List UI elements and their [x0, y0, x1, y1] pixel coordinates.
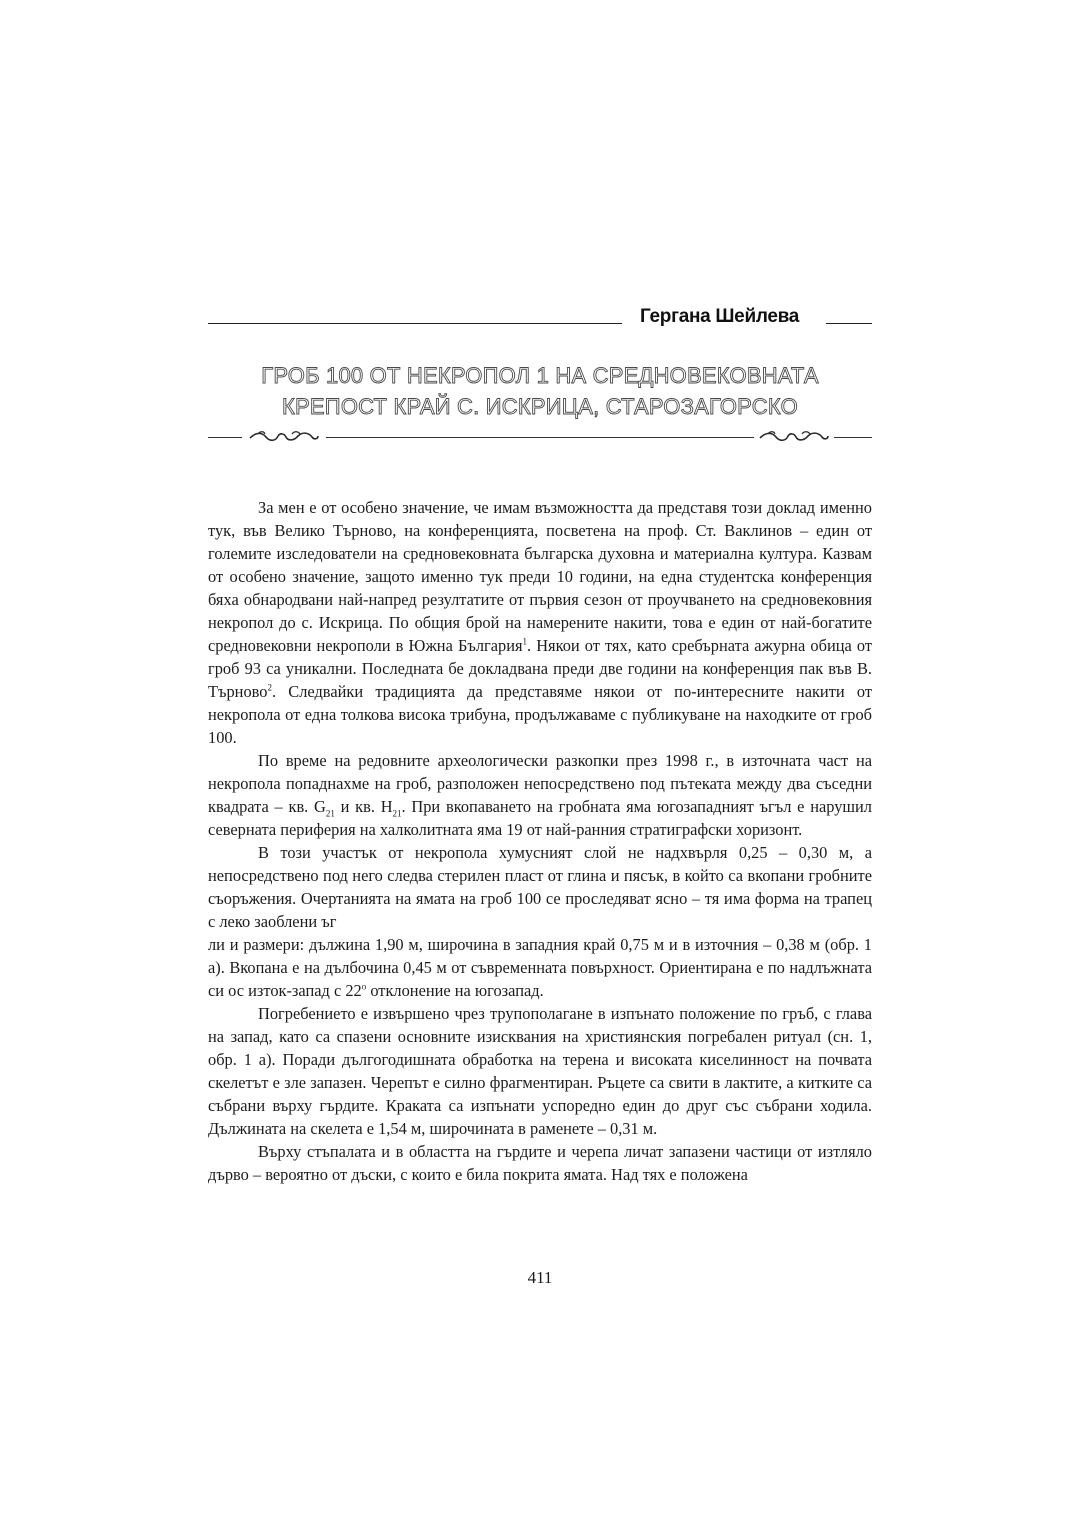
title-line-1: ГРОБ 100 ОТ НЕКРОПОЛ 1 НА СРЕДНОВЕКОВНАТА	[261, 363, 819, 388]
paragraph-4-text-b: отклонение на югозапад.	[366, 981, 544, 1000]
paragraph-1-text-c: . Следвайки традицията да представяме някои от по-интересните накити от некропола от една толкова висока трибуна, продължаваме с публикуване на находките от гроб 100.	[208, 682, 872, 747]
paragraph-1-text-a: За мен е от особено значение, че имам възможността да представя този доклад именно тук, във Велико Търново, на конференцията, посветена на проф. Ст. Ваклинов – един от големите изследователи на средновековната българска духовна и материална култура. Казвам от особено значение, защото именно тук преди 10 години, на една студентска конференция бяха обнародвани най-напред резултатите от първия сезон от проучването на средновековния некропол до с. Искрица. По общия брой на намерените накити, това е един от най-богатите средновековни некрополи в Южна България	[208, 498, 872, 655]
degree-mark: о	[361, 981, 367, 992]
ornament-rule-right	[834, 437, 872, 438]
paragraph-2-text-a: По време на редовните археологически разкопки през 1998 г., в източната част на некропола попаднахме на гроб, разположен непосредствено под пътеката между два съседни квадрата – кв. G	[208, 751, 872, 816]
ornament-rule-middle	[326, 437, 754, 438]
paragraph-1	[208, 496, 872, 749]
article-title	[208, 360, 872, 422]
paragraph-1-text-b: . Някои от тях, като сребърната ажурна обица от гроб 93 са уникални. Последната бе докладвана преди две години на конференция пак във В. Търново	[208, 636, 872, 701]
paragraph-5: Погребението е извършено чрез трупополагане в изпънато положение по гръб, с глава на запад, като са спазени основните изисквания на християнския погребален ритуал (сн. 1, обр. 1 а). Поради дългогодишната обработка на терена и високата киселинност на почвата скелетът е зле запазен. Черепът е силно фрагментиран. Ръцете са свити в лактите, а китките са събрани върху гърдите. Краката са изпънати успоредно един до друг със събрани ходила. Дължината на скелета е 1,54 м, широчината в раменете – 0,31 м.	[208, 1004, 872, 1138]
header-rule-left	[208, 323, 622, 324]
flourish-icon	[758, 429, 830, 445]
author-header	[208, 306, 872, 336]
ornament-rule-left	[208, 437, 242, 438]
paragraph-3: В този участък от некропола хумусният слой не надхвърля 0,25 – 0,30 м, а непосредствено под него следва стерилен пласт от глина и пясък, в който са вкопани гробните съоръжения. Очертанията на ямата на гроб 100 се проследяват ясно – тя има форма на трапец с леко заоблени ъг	[208, 843, 872, 931]
page-number: 411	[527, 1268, 553, 1287]
header-rule-right	[826, 323, 872, 324]
paragraph-2	[208, 749, 872, 841]
footnote-ref-1: 1	[522, 636, 528, 647]
title-ornament-divider	[208, 428, 872, 446]
paragraph-4	[208, 933, 872, 1002]
paragraph-2-text-b: и кв. H	[334, 797, 393, 816]
article-body	[208, 496, 872, 1186]
author-name: Гергана Шейлева	[640, 306, 800, 327]
flourish-icon	[248, 429, 320, 445]
footnote-ref-2: 2	[267, 682, 272, 693]
paragraph-4-text-a: ли и размери: дължина 1,90 м, широчина в западния край 0,75 м и в източния – 0,38 м (обр. 1 а). Вкопана е на дълбочина 0,45 м от съвременната повърхност. Ориентирана е по надлъжната си ос изток-запад с 22	[208, 935, 872, 1000]
paragraph-6: Върху стъпалата и в областта на гърдите и черепа личат запазени частици от изтляло дърво – вероятно от дъски, с които е била покрита ямата. Над тях е положена	[208, 1142, 872, 1184]
paragraph-2-text-c: . При вкопаването на гробната яма югозападният ъгъл е нарушил северната периферия на халколитната яма 19 от най-ранния стратиграфски хоризонт.	[208, 797, 872, 839]
title-line-2: КРЕПОСТ КРАЙ С. ИСКРИЦА, СТАРОЗАГОРСКО	[282, 394, 798, 419]
subscript-g21: 21	[325, 808, 335, 819]
subscript-h21: 21	[392, 808, 402, 819]
